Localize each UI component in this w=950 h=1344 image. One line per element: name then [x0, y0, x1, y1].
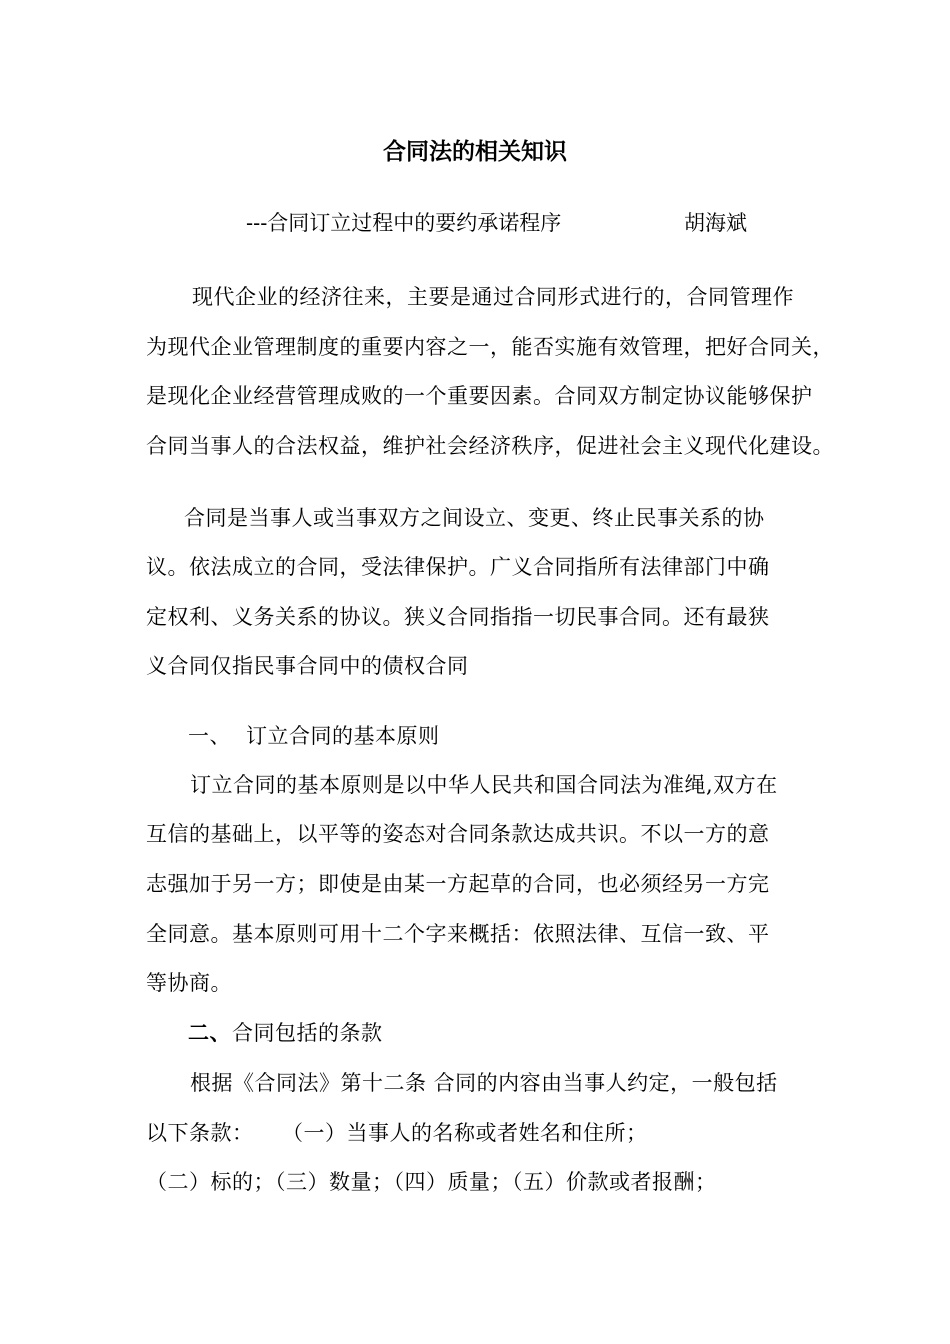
paragraph-line: 互信的基础上，以平等的姿态对合同条款达成共识。不以一方的意: [146, 822, 770, 846]
section-1-number: 一、: [188, 724, 231, 748]
paragraph-line: 现代企业的经济往来，主要是通过合同形式进行的，合同管理作: [192, 285, 794, 309]
paragraph-line: 是现化企业经营管理成败的一个重要因素。合同双方制定协议能够保护: [146, 384, 813, 408]
document-author: 胡海斌: [684, 211, 747, 235]
paragraph-line: 志强加于另一方；即使是由某一方起草的合同，也必须经另一方完: [146, 872, 770, 896]
section-2-heading: 合同包括的条款: [232, 1021, 383, 1045]
paragraph-line: 全同意。基本原则可用十二个字来概括：依照法律、互信一致、平: [146, 922, 770, 946]
paragraph-line: （二）标的；（三）数量；（四）质量；（五）价款或者报酬；: [146, 1170, 717, 1194]
paragraph-line: 合同是当事人或当事双方之间设立、变更、终止民事关系的协: [184, 506, 765, 530]
paragraph-line: 为现代企业管理制度的重要内容之一，能否实施有效管理，把好合同关，: [146, 335, 834, 359]
document-title: 合同法的相关知识: [383, 139, 567, 165]
paragraph-line: 合同当事人的合法权益，维护社会经济秩序，促进社会主义现代化建设。: [146, 434, 834, 458]
paragraph-line: 议。依法成立的合同，受法律保护。广义合同指所有法律部门中确: [146, 555, 770, 579]
section-1-heading: 订立合同的基本原则: [246, 724, 440, 748]
paragraph-line: 根据《合同法》第十二条 合同的内容由当事人约定，一般包括: [190, 1071, 778, 1095]
paragraph-line: （一）当事人的名称或者姓名和住所；: [282, 1121, 648, 1145]
paragraph-line: 义合同仅指民事合同中的债权合同: [146, 654, 469, 678]
section-2-number: 二、: [188, 1020, 231, 1045]
paragraph-line: 订立合同的基本原则是以中华人民共和国合同法为准绳,双方在: [190, 773, 778, 797]
paragraph-line: 等协商。: [146, 971, 232, 995]
paragraph-line: 定权利、义务关系的协议。狭义合同指指一切民事合同。还有最狭: [146, 605, 770, 629]
paragraph-line: 以下条款：: [146, 1121, 254, 1145]
document-subtitle: ---合同订立过程中的要约承诺程序: [246, 211, 562, 235]
